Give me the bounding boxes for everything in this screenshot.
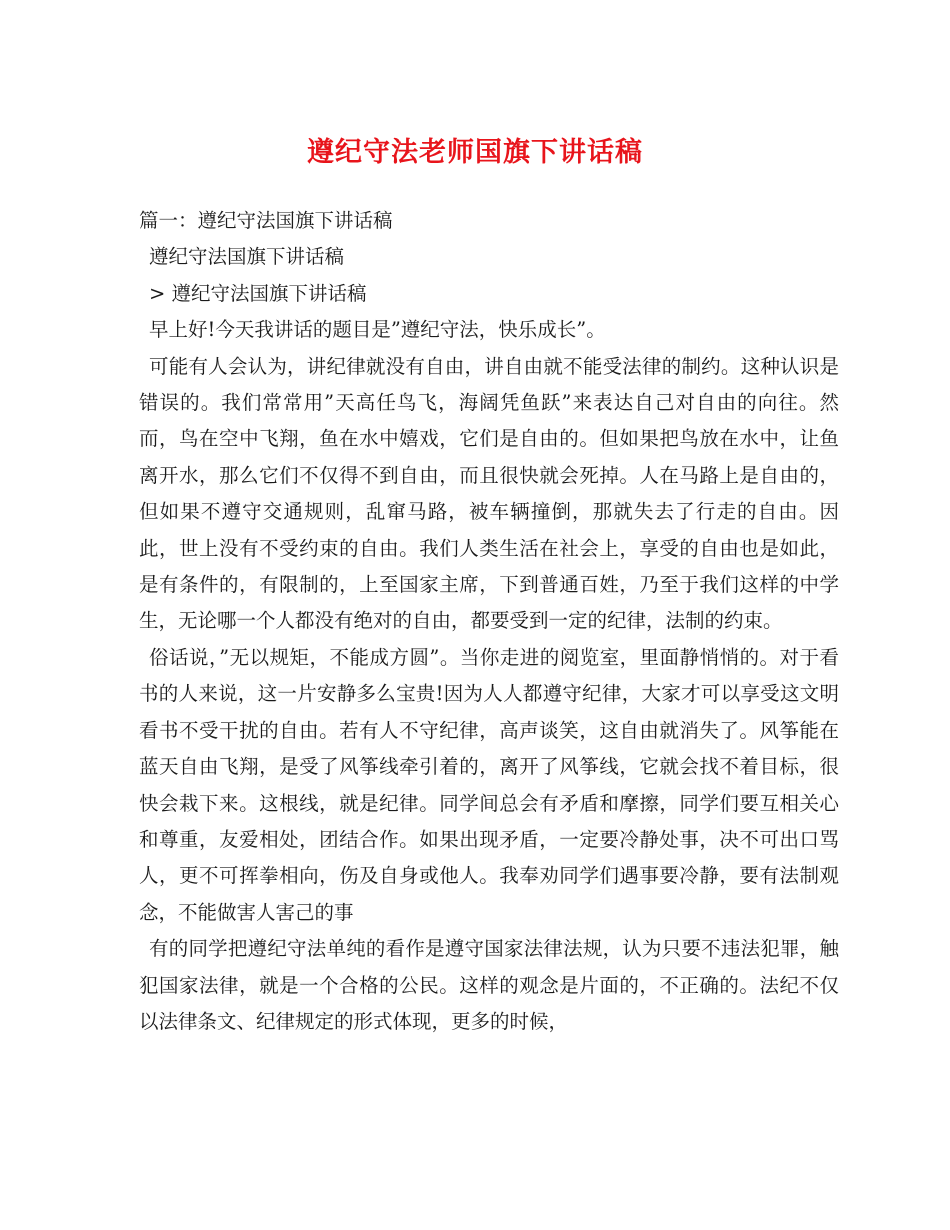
subtitle-line-arrow: > 遵纪守法国旗下讲话稿 <box>149 281 367 305</box>
paragraph-greeting: 早上好!今天我讲话的题目是”遵纪守法，快乐成长”。 <box>149 318 606 342</box>
paragraph-rules: 俗话说，”无以规矩，不能成方圆”。当你走进的阅览室，里面静悄悄的。对于看书的人来说，这一片安静多么宝贵!因为人人都遵守纪律，大家才可以享受这文明看书不受干扰的自由。若有人不守纪律，高声谈笑，这自由就消失了。风筝能在蓝天自由飞翔，是受了风筝线牵引着的，离开了风筝线，它就会找不着目标，很快会栽下来。这根线，就是纪律。同学间总会有矛盾和摩擦，同学们要互相关心和尊重，友爱相处，团结合作。如果出现矛盾，一定要冷静处事，决不可出口骂人，更不可挥拳相向，伤及自身或他人。我奉劝同学们遇事要冷静，要有法制观念，不能做害人害己的事 <box>139 645 839 924</box>
subtitle-line: 遵纪守法国旗下讲话稿 <box>149 245 345 269</box>
document-title: 遵纪守法老师国旗下讲话稿 <box>307 137 643 168</box>
section-heading: 篇一：遵纪守法国旗下讲话稿 <box>139 209 393 232</box>
paragraph-law: 有的同学把遵纪守法单纯的看作是遵守国家法律法规，认为只要不违法犯罪，触犯国家法律，就是一个合格的公民。这样的观念是片面的，不正确的。法纪不仅以法律条文、纪律规定的形式体现，更多的时候， <box>139 937 839 1033</box>
document-body <box>139 203 839 1040</box>
paragraph-freedom: 可能有人会认为，讲纪律就没有自由，讲自由就不能受法律的制约。这种认识是错误的。我们常常用”天高任鸟飞，海阔凭鱼跃”来表达自己对自由的向往。然而，鸟在空中飞翔，鱼在水中嬉戏，它们是自由的。但如果把鸟放在水中，让鱼离开水，那么它们不仅得不到自由，而且很快就会死掉。人在马路上是自由的，但如果不遵守交通规则，乱窜马路，被车辆撞倒，那就失去了行走的自由。因此，世上没有不受约束的自由。我们人类生活在社会上，享受的自由也是如此，是有条件的，有限制的，上至国家主席，下到普通百姓，乃至于我们这样的中学生，无论哪一个人都没有绝对的自由，都要受到一定的纪律，法制的约束。 <box>139 354 839 633</box>
